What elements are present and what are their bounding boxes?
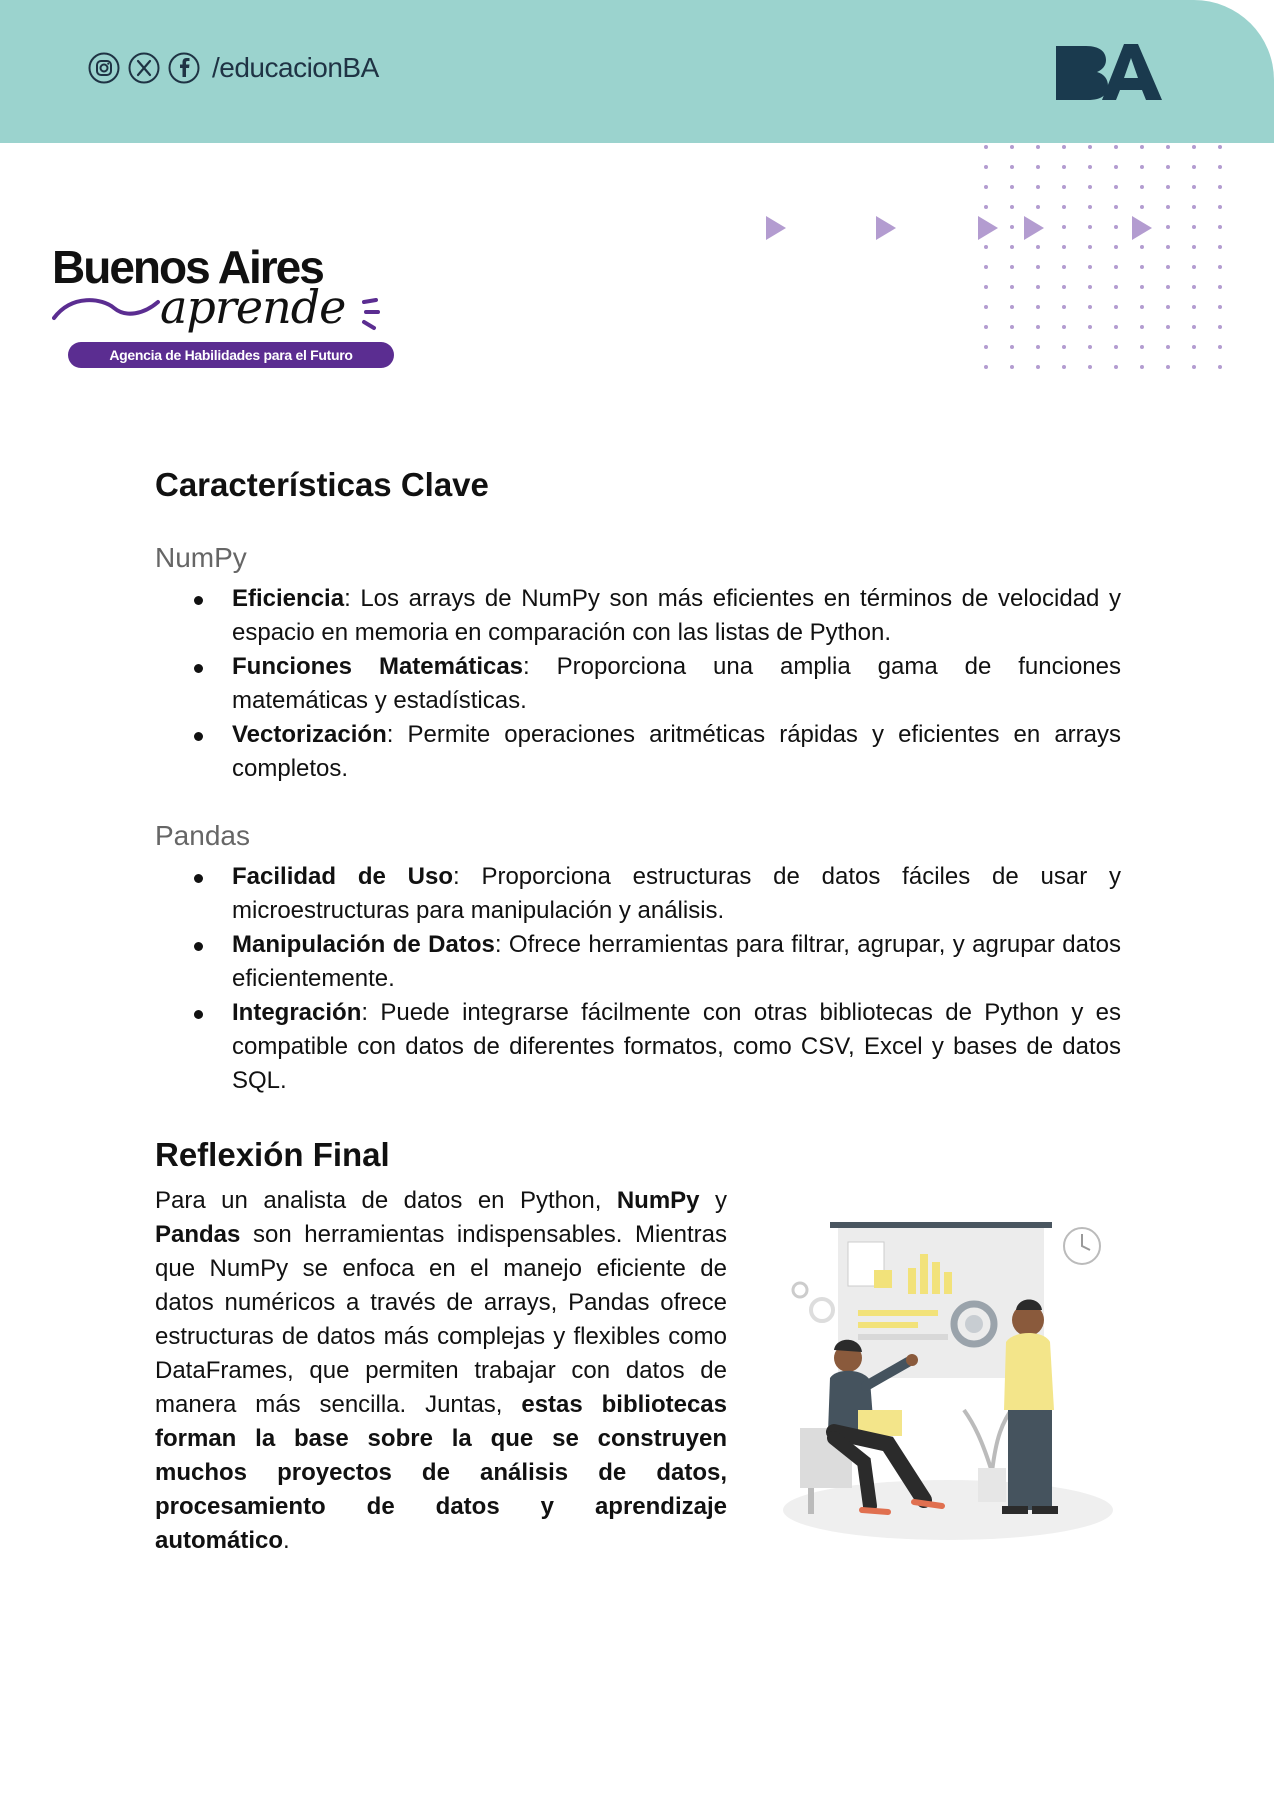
data-analysis-illustration <box>778 1210 1118 1550</box>
social-handle[interactable]: /educacionBA <box>212 52 379 83</box>
brand-swoosh <box>52 288 162 328</box>
reflection-title: Reflexión Final <box>155 1136 390 1173</box>
numpy-list <box>155 582 1121 786</box>
list-item: Funciones Matemáticas: Proporciona una amplia gama de funciones matemáticas y estadísticas. <box>155 650 1121 718</box>
instagram-icon[interactable] <box>88 52 120 84</box>
numpy-title: NumPy <box>155 542 247 573</box>
brand-title: Buenos Aires <box>52 241 323 293</box>
reflection-paragraph: Para un analista de datos en Python, NumPy y Pandas son herramientas indispensables. Mientras que NumPy se enfoca en el manejo eficiente de datos numéricos a través de arrays, Pandas ofrece estructuras de datos más complejas y flexibles como DataFrames, que permiten trabajar con datos de manera más sencilla. Juntas, estas bibliotecas forman la base sobre la que se construyen muchos proyectos de análisis de datos, procesamiento de datos y aprendizaje automático. <box>155 1187 727 1554</box>
decorative-triangles <box>760 210 1160 250</box>
pandas-list <box>155 860 1121 1098</box>
social-links <box>88 52 379 84</box>
list-item: Integración: Puede integrarse fácilmente con otras bibliotecas de Python y es compatible con datos de diferentes formatos, como CSV, Excel y bases de datos SQL. <box>155 996 1121 1098</box>
list-item: Facilidad de Uso: Proporciona estructuras de datos fáciles de usar y microestructuras para manipulación y análisis. <box>155 860 1121 928</box>
sparkle-icon <box>350 290 390 340</box>
key-features-title: Características Clave <box>155 466 489 503</box>
x-icon[interactable] <box>128 52 160 84</box>
ba-logo <box>1052 40 1164 104</box>
facebook-icon[interactable] <box>168 52 200 84</box>
decorative-dots <box>980 143 1260 383</box>
pandas-title: Pandas <box>155 820 250 851</box>
header-band <box>0 0 1274 143</box>
list-item: Manipulación de Datos: Ofrece herramientas para filtrar, agrupar, y agrupar datos eficientemente. <box>155 928 1121 996</box>
brand-script: aprende <box>160 280 346 334</box>
brand-tagline: Agencia de Habilidades para el Futuro <box>68 342 394 368</box>
list-item: Vectorización: Permite operaciones aritméticas rápidas y eficientes en arrays completos. <box>155 718 1121 786</box>
list-item: Eficiencia: Los arrays de NumPy son más eficientes en términos de velocidad y espacio en memoria en comparación con las listas de Python. <box>155 582 1121 650</box>
